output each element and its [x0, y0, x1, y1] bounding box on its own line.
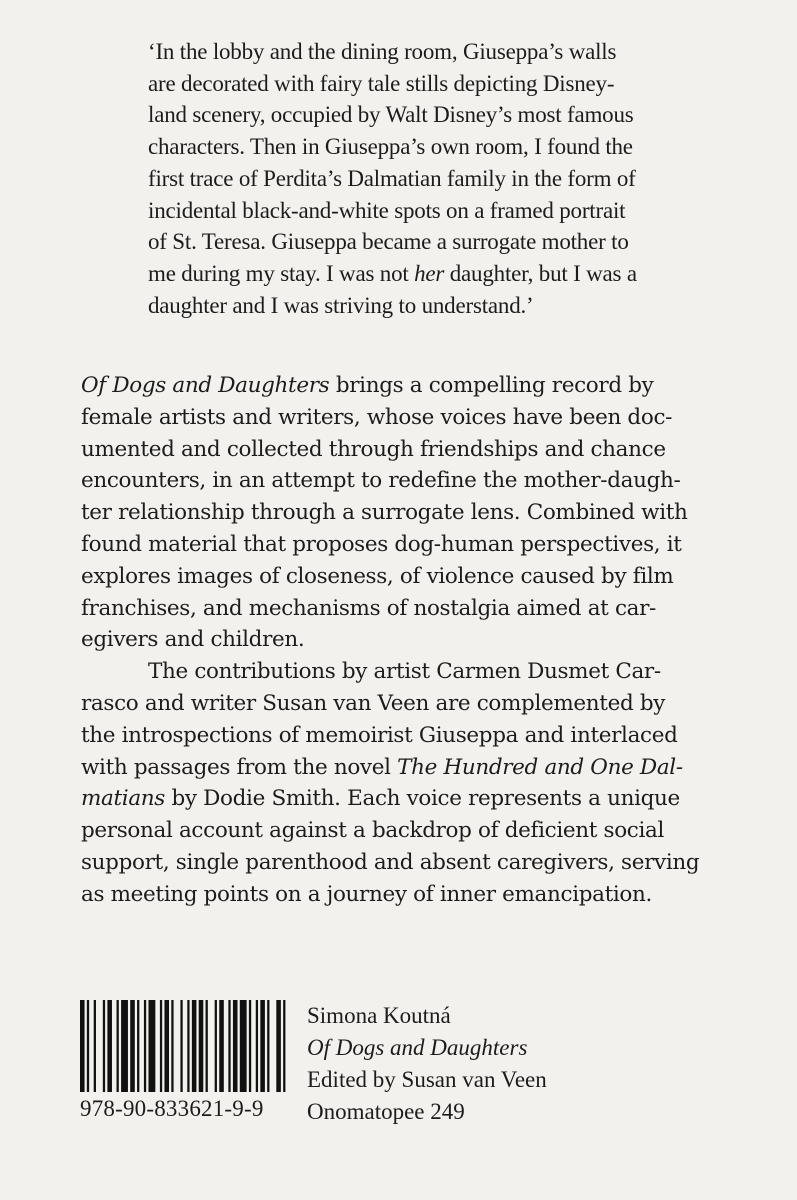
barcode-bar	[107, 1000, 112, 1092]
barcode	[80, 1000, 290, 1092]
body-line: ter relationship through a surrogate lens. Combined with	[81, 500, 688, 526]
barcode-bar	[87, 1000, 89, 1092]
quote-line: characters. Then in Giuseppa’s own room, I found the	[148, 134, 633, 160]
barcode-bar	[215, 1000, 217, 1092]
barcode-bar	[219, 1000, 224, 1092]
quote-line: ‘In the lobby and the dining room, Giuseppa’s walls	[148, 39, 617, 64]
body-line: support, single parenthood and absent caregivers, serving	[81, 849, 700, 875]
novel-title-italic: The Hundred and One Dal-	[397, 754, 683, 780]
quote-text: me during my stay. I was not	[148, 260, 415, 286]
body-text: brings a compelling record by	[329, 373, 654, 398]
body-line	[81, 783, 721, 815]
book-title-italic: Of Dogs and Daughters	[81, 373, 330, 398]
barcode-bar	[233, 1000, 238, 1092]
barcode-bar	[137, 1000, 139, 1092]
isbn-number: 978-90-833621-9-9	[80, 1096, 264, 1121]
quote-emphasis: her	[414, 260, 445, 286]
quote-line	[148, 258, 728, 290]
colophon-title	[307, 1032, 547, 1064]
barcode-bar	[199, 1000, 204, 1092]
body-line: as meeting points on a journey of inner emancipation.	[81, 881, 652, 907]
body-line	[81, 370, 721, 402]
quote-line: land scenery, occupied by Walt Disney’s most famous	[148, 102, 634, 128]
body-line: the introspections of memoirist Giuseppa and interlaced	[81, 722, 678, 748]
barcode-bar	[160, 1000, 162, 1092]
barcode-bar	[180, 1000, 182, 1092]
barcode-bar	[256, 1000, 258, 1092]
quote-text: daughter, but I was a	[444, 260, 637, 286]
quote-line: of St. Teresa. Giuseppa became a surrogate mother to	[148, 229, 629, 255]
barcode-bar	[121, 1000, 128, 1092]
barcode-bar	[117, 1000, 119, 1092]
barcode-bar	[192, 1000, 197, 1092]
barcode-bar	[171, 1000, 173, 1092]
barcode-bar	[240, 1000, 247, 1092]
barcode-bar	[94, 1000, 96, 1092]
publisher-series: Onomatopee 249	[307, 1099, 465, 1124]
body-text: by Dodie Smith. Each voice represents a unique	[164, 786, 680, 812]
barcode-block	[80, 1000, 290, 1140]
barcode-bar	[260, 1000, 265, 1092]
body-line: egivers and children.	[81, 627, 305, 653]
body-line: umented and collected through friendships and chance	[81, 436, 666, 462]
barcode-bar	[276, 1000, 281, 1092]
quote-line: daughter and I was striving to understand.’	[148, 292, 534, 318]
editor-credit: Edited by Susan van Veen	[307, 1067, 547, 1092]
body-text: with passages from the novel	[81, 754, 398, 780]
barcode-bar	[228, 1000, 230, 1092]
body-line: female artists and writers, whose voices have been doc-	[81, 404, 673, 430]
body-line: encounters, in an attempt to redefine the mother-daugh-	[81, 468, 681, 494]
barcode-bar	[144, 1000, 146, 1092]
barcode-bar	[164, 1000, 169, 1092]
body-line: franchises, and mechanisms of nostalgia aimed at car-	[81, 595, 656, 621]
barcode-bar	[130, 1000, 135, 1092]
barcode-bar	[80, 1000, 85, 1092]
barcode-bar	[148, 1000, 155, 1092]
body-line: personal account against a backdrop of deficient social	[81, 818, 665, 844]
description-text	[81, 370, 721, 911]
novel-title-italic: matians	[81, 786, 165, 812]
body-line: The contributions by artist Carmen Dusmet Car-	[148, 659, 661, 685]
barcode-bar	[103, 1000, 105, 1092]
colophon	[307, 1000, 547, 1128]
pull-quote	[148, 36, 728, 321]
barcode-bar	[283, 1000, 285, 1092]
body-line: found material that proposes dog-human perspectives, it	[81, 531, 682, 557]
body-line: rasco and writer Susan van Veen are complemented by	[81, 690, 666, 716]
barcode-bar	[206, 1000, 208, 1092]
author-name: Simona Koutná	[307, 1003, 451, 1028]
quote-line: first trace of Perdita’s Dalmatian family in the form of	[148, 165, 636, 191]
body-line	[81, 752, 721, 784]
body-line: explores images of closeness, of violence caused by film	[81, 563, 674, 589]
quote-line: are decorated with fairy tale stills depicting Disney-	[148, 70, 615, 96]
barcode-bar	[249, 1000, 251, 1092]
colophon-title-italic: Of Dogs and Daughters	[307, 1035, 528, 1060]
barcode-bar	[267, 1000, 269, 1092]
barcode-bar	[187, 1000, 189, 1092]
quote-line: incidental black-and-white spots on a framed portrait	[148, 197, 626, 223]
